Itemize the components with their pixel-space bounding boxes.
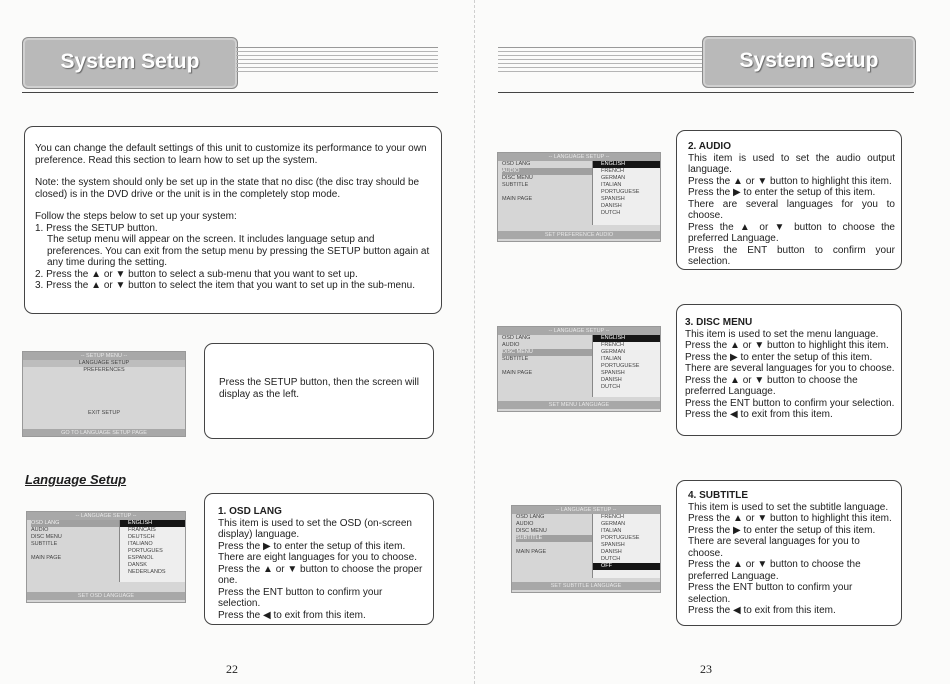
right-banner-rules [498, 47, 702, 72]
option-item: DANISH [601, 203, 622, 209]
option-item: OFF [593, 563, 660, 570]
option-item: PORTUGUESE [601, 363, 640, 369]
audio-line: Press the ▶ to enter the setup of this item. [688, 187, 876, 198]
option-item: ITALIAN [601, 182, 622, 188]
intro-paragraph: You can change the default settings of this unit to customize its performance to your own preference. Read this section to learn how to set up the system. [35, 143, 427, 166]
screen-item: AUDIO [516, 521, 534, 527]
option-item: DUTCH [601, 384, 621, 390]
option-item: ENGLISH [593, 161, 660, 168]
option-item: ITALIANO [128, 541, 153, 547]
option-item: DEUTSCH [128, 534, 155, 540]
option-item: PORTUGUES [128, 548, 163, 554]
screen-item: LANGUAGE SETUP [23, 360, 185, 367]
intro-box [24, 126, 442, 314]
option-item: SPANISH [601, 370, 625, 376]
screen-item: DISC MENU [516, 528, 547, 534]
disc-menu-screen [497, 326, 661, 412]
screen-options [119, 520, 185, 582]
screen-top-bar: -- SETUP MENU -- [23, 352, 185, 360]
option-item: DUTCH [601, 210, 621, 216]
subtitle-line: Press the ◀ to exit from this item. [688, 605, 836, 616]
audio-line: Press the ▲ or ▼ button to highlight this item. [688, 175, 892, 187]
screen-options [592, 335, 660, 397]
subtitle-line: There are several languages for you to choose. [688, 536, 860, 559]
option-item: ESPANOL [128, 555, 154, 561]
screen-item: AUDIO [502, 168, 660, 175]
audio-line: This item is used to set the audio output language. [688, 152, 895, 175]
option-item: GERMAN [601, 175, 626, 181]
screen-item: AUDIO [31, 527, 49, 533]
option-item: SPANISH [601, 196, 625, 202]
left-header-line [22, 92, 438, 93]
screen-options [592, 514, 660, 578]
subtitle-line: Press the ▶ to enter the setup of this item. [688, 524, 876, 536]
page-number-left: 22 [226, 662, 238, 676]
disc-menu-title: 3. DISC MENU [685, 317, 753, 328]
screen-item: DISC MENU [31, 534, 62, 540]
subtitle-line: Press the ▲ or ▼ button to highlight this item. [688, 513, 892, 524]
audio-box [676, 130, 902, 270]
disc-menu-line: Press the ▲ or ▼ button to choose the preferred Language. [685, 374, 858, 397]
disc-menu-line: There are several languages for you to choose. [685, 363, 895, 374]
osd-lang-line: Press the ◀ to exit from this item. [218, 609, 366, 621]
option-item: PORTUGUESE [601, 535, 640, 541]
subtitle-line: This item is used to set the subtitle language. [688, 501, 889, 513]
screen-item: MAIN PAGE [31, 555, 62, 561]
option-item: DANISH [601, 377, 622, 383]
screen-item: OSD LANG [31, 520, 185, 527]
option-item: GERMAN [601, 521, 626, 527]
right-banner [702, 36, 916, 88]
screen-item: PREFERENCES [83, 367, 125, 373]
subtitle-line: Press the ▲ or ▼ button to choose the preferred Language. [688, 559, 861, 582]
audio-screen [497, 152, 661, 242]
audio-line: Press the ENT button to confirm your selection. [688, 244, 895, 267]
option-item: DUTCH [601, 556, 621, 562]
osd-lang-line: Press the ENT button to confirm your selection. [218, 586, 383, 609]
screen-item: OSD LANG [516, 514, 545, 520]
osd-lang-line: Press the ▶ to enter the setup of this item. [218, 540, 406, 552]
setup-menu-screen [22, 351, 186, 437]
subtitle-line: Press the ENT button to confirm your selection. [688, 582, 853, 605]
subtitle-box [676, 480, 902, 626]
screen-item: AUDIO [502, 342, 520, 348]
disc-menu-line: Press the ▲ or ▼ button to highlight this item. [685, 340, 889, 351]
screen-bottom-bar: GO TO LANGUAGE SETUP PAGE [23, 429, 185, 437]
screen-bottom-bar: SET OSD LANGUAGE [27, 592, 185, 600]
intro-step-3: 3. Press the ▲ or ▼ button to select the item that you want to set up in the sub-menu. [35, 280, 415, 291]
page-fold [474, 0, 475, 684]
intro-note: Note: the system should only be set up in the state that no disc (the disc tray should be closed) is in the DVD drive or the unit is in the completely stop mode. [35, 177, 420, 200]
screen-item: SUBTITLE [502, 356, 529, 362]
option-item: FRANCAIS [128, 527, 156, 533]
screen-bottom-bar: SET MENU LANGUAGE [498, 401, 660, 409]
screen-item: SUBTITLE [31, 541, 58, 547]
option-item: ITALIAN [601, 528, 622, 534]
right-banner-title: System Setup [739, 49, 879, 72]
osd-lang-line: Press the ▲ or ▼ button to choose the proper one. [218, 563, 423, 586]
screen-options [592, 161, 660, 225]
screen-item: MAIN PAGE [502, 370, 533, 376]
option-item: NEDERLANDS [128, 569, 166, 575]
page-number-right: 23 [700, 662, 712, 676]
option-item: FRENCH [601, 168, 624, 174]
option-item: GERMAN [601, 349, 626, 355]
subtitle-title: 4. SUBTITLE [688, 490, 749, 501]
screen-top-bar: -- LANGUAGE SETUP -- [498, 327, 660, 335]
screen-item: EXIT SETUP [88, 410, 120, 416]
screen-item: MAIN PAGE [502, 196, 533, 202]
language-setup-heading: Language Setup [25, 472, 127, 487]
option-item: ENGLISH [120, 520, 185, 527]
disc-menu-line: Press the ▶ to enter the setup of this item. [685, 351, 873, 363]
screen-item: SUBTITLE [516, 535, 660, 542]
subtitle-screen [511, 505, 661, 593]
option-item: SPANISH [601, 542, 625, 548]
option-item: PORTUGUESE [601, 189, 640, 195]
osd-lang-title: 1. OSD LANG [218, 506, 282, 517]
disc-menu-line: This item is used to set the menu language. [685, 328, 879, 340]
audio-title: 2. AUDIO [688, 141, 731, 152]
setup-caption: Press the SETUP button, then the screen will display as the left. [219, 377, 419, 400]
option-item: FRENCH [601, 342, 624, 348]
setup-caption-box [204, 343, 434, 439]
screen-item: DISC MENU [502, 349, 660, 356]
screen-top-bar: -- LANGUAGE SETUP -- [498, 153, 660, 161]
screen-item: DISC MENU [502, 175, 533, 181]
intro-step-1-detail: The setup menu will appear on the screen. It includes language setup and preferences. You can exit from the setup menu by pressing the SETUP button again at any time during the setting. [47, 234, 430, 268]
intro-step-2: 2. Press the ▲ or ▼ button to select a sub-menu that you want to set up. [35, 268, 358, 280]
screen-bottom-bar: SET SUBTITLE LANGUAGE [512, 582, 660, 590]
option-item: FRENCH [601, 514, 624, 520]
left-banner-title: System Setup [60, 50, 200, 73]
osd-lang-box [204, 493, 434, 625]
screen-item: OSD LANG [502, 335, 531, 341]
option-item: DANISH [601, 549, 622, 555]
right-header-line [498, 92, 914, 93]
audio-line: There are several languages for you to choose. [688, 198, 895, 221]
option-item: ITALIAN [601, 356, 622, 362]
intro-step-1: 1. Press the SETUP button. [35, 222, 158, 234]
option-item: DANSK [128, 562, 147, 568]
left-banner-rules [236, 47, 438, 72]
disc-menu-box [676, 304, 902, 436]
screen-bottom-bar: SET PREFERENCE AUDIO [498, 231, 660, 239]
left-banner [22, 37, 238, 89]
screen-item: OSD LANG [502, 161, 531, 167]
intro-steps-heading: Follow the steps below to set up your system: [35, 211, 237, 222]
osd-lang-screen [26, 511, 186, 603]
audio-line: Press the ▲ or ▼ button to choose the preferred Language. [688, 221, 895, 244]
osd-lang-line: This item is used to set the OSD (on-screen display) language. [218, 517, 412, 540]
screen-item: MAIN PAGE [516, 549, 547, 555]
screen-top-bar: -- LANGUAGE SETUP -- [27, 512, 185, 520]
screen-item: SUBTITLE [502, 182, 529, 188]
disc-menu-line: Press the ◀ to exit from this item. [685, 409, 833, 420]
disc-menu-line: Press the ENT button to confirm your selection. [685, 397, 895, 409]
osd-lang-line: There are eight languages for you to choose. [218, 552, 418, 563]
screen-top-bar: -- LANGUAGE SETUP -- [512, 506, 660, 514]
option-item: ENGLISH [593, 335, 660, 342]
